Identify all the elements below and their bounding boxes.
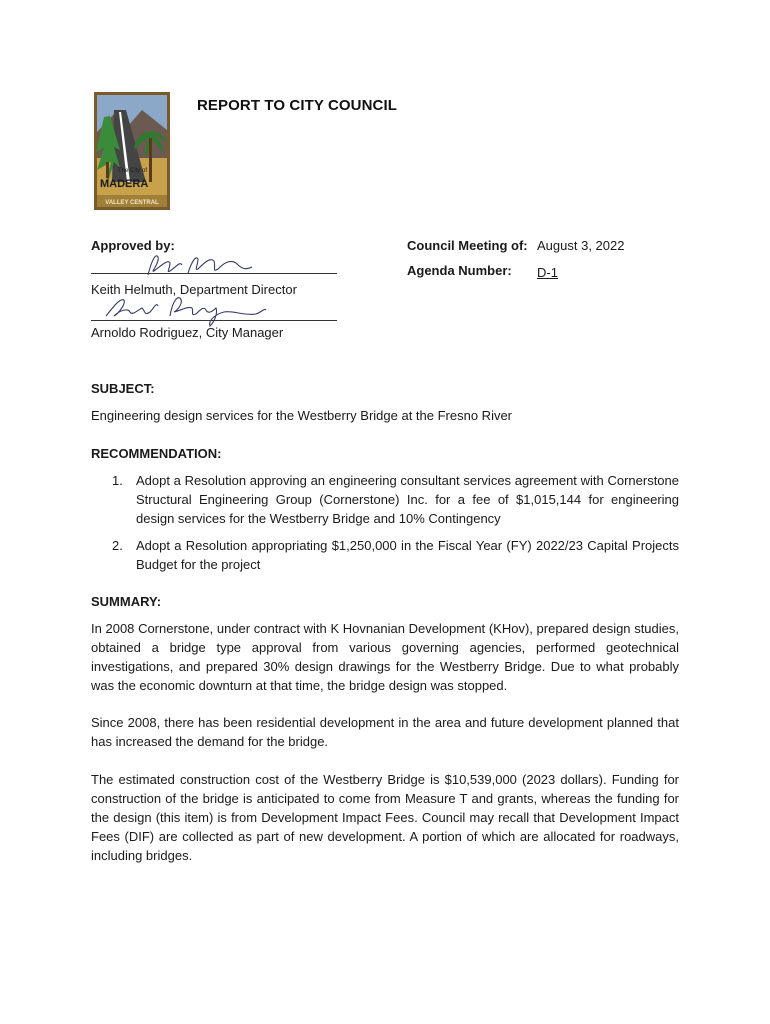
agenda-number-value: D-1 <box>537 265 558 280</box>
subject-text: Engineering design services for the Westberry Bridge at the Fresno River <box>91 408 513 423</box>
summary-paragraph: In 2008 Cornerstone, under contract with K Hovnanian Development (KHov), prepared design studies, obtained a bridge type approval from various governing agencies, performed geotechnical investigations, and prepared 30% design drawings for the Westberry Bridge. Due to what probably was the economic downturn at that time, the bridge design was stopped. <box>91 621 679 693</box>
city-of-madera-logo <box>94 92 170 210</box>
subject-heading: SUBJECT: <box>91 381 155 396</box>
summary-paragraph: The estimated construction cost of the Westberry Bridge is $10,539,000 (2023 dollars). Funding for construction of the bridge is anticipated to come from Measure T and grants, whereas the funding for the design (this item) is from Development Impact Fees. Council may recall that Development Impact Fees (DIF) are collected as part of new development. A portion of which are allocated for roadways, including bridges. <box>91 772 679 863</box>
recommendation-heading: RECOMMENDATION: <box>91 446 222 461</box>
director-name: Keith Helmuth, Department Director <box>91 282 297 297</box>
city-manager-name: Arnoldo Rodriguez, City Manager <box>91 325 284 340</box>
list-item-text: Adopt a Resolution approving an engineering consultant services agreement with Cornerstone Structural Engineering Group (Cornerstone) Inc. for a fee of $1,015,144 for engineering design services for the Westberry Bridge and 10% Contingency <box>136 473 679 526</box>
council-meeting-date: August 3, 2022 <box>537 238 625 253</box>
council-meeting-label: Council Meeting of: <box>407 238 528 253</box>
logo-text-valley-central: VALLEY CENTRAL <box>105 200 159 206</box>
city-manager-signature <box>100 286 270 330</box>
summary-paragraph: Since 2008, there has been residential development in the area and future development planned that has increased the demand for the bridge. <box>91 715 679 749</box>
list-item <box>112 536 679 574</box>
approved-by-label: Approved by: <box>91 238 175 253</box>
list-item-text: Adopt a Resolution appropriating $1,250,000 in the Fiscal Year (FY) 2022/23 Capital Projects Budget for the project <box>136 538 679 572</box>
summary-heading: SUMMARY: <box>91 594 162 609</box>
page-title: REPORT TO CITY COUNCIL <box>197 97 397 114</box>
agenda-number-label: Agenda Number: <box>407 263 512 278</box>
list-item <box>112 471 679 528</box>
signature-line-city-manager <box>91 320 337 321</box>
logo-text-city-of: The City of <box>118 168 148 174</box>
list-item-number: 2. <box>112 538 123 553</box>
list-item-number: 1. <box>112 473 123 488</box>
logo-text-madera: MADERA <box>100 178 149 190</box>
director-signature <box>140 249 260 281</box>
recommendation-list <box>112 471 679 582</box>
signature-line-director <box>91 273 337 274</box>
